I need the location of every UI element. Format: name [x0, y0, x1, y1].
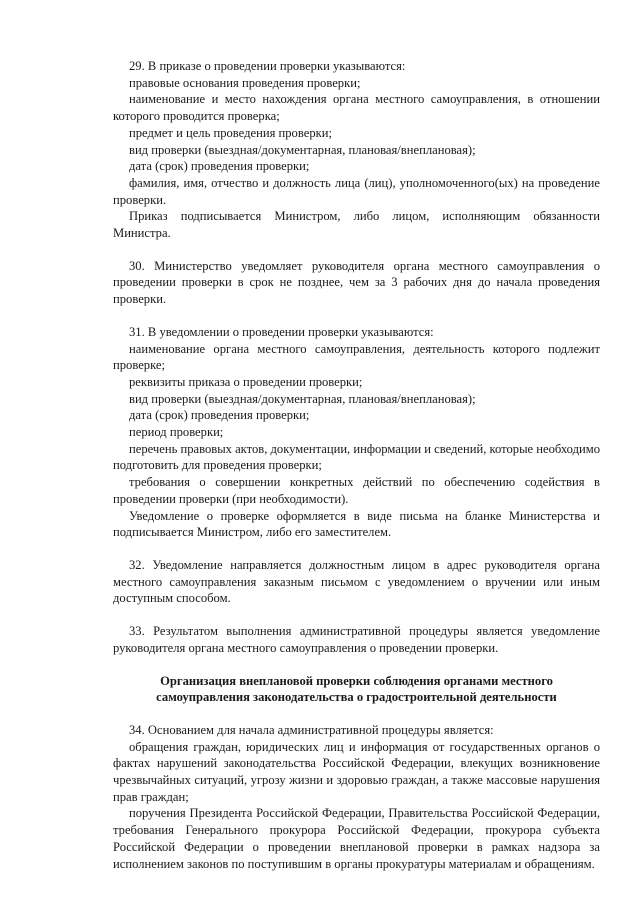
paragraph-31-note: Уведомление о проверке оформляется в виде письма на бланке Министерства и подписывается Министром, либо его заместителем. [113, 508, 600, 540]
spacer [113, 541, 600, 557]
document-page [113, 58, 600, 872]
paragraph-29-intro: 29. В приказе о проведении проверки указываются: [129, 59, 406, 73]
paragraph-34-intro: 34. Основанием для начала административной процедуры является: [129, 722, 494, 737]
list-item: обращения граждан, юридических лиц и информация от государственных органов о фактах нарушений законодательства Российской Федерации, влекущих возникновение чрезвычайных ситуаций, угрозу жизни и здоровью граждан, а также массовые нарушения прав граждан; [113, 739, 600, 804]
list-item: требования о совершении конкретных действий по обеспечению содействия в проведении проверки (при необходимости). [113, 475, 600, 506]
list-item: дата (срок) проведения проверки; [129, 408, 310, 423]
list-item: перечень правовых актов, документации, информации и сведений, которые необходимо подготовить для проведения проверки; [113, 441, 600, 473]
list-item: дата (срок) проведения проверки; [129, 159, 310, 174]
list-item: наименование и место нахождения органа местного самоуправления, в отношении которого проводится проверка; [113, 92, 600, 124]
paragraph-31-intro: 31. В уведомлении о проведении проверки указываются: [129, 324, 434, 339]
spacer [113, 657, 600, 673]
list-item: фамилия, имя, отчество и должность лица (лиц), уполномоченного(ых) на проведение проверки. [113, 175, 600, 207]
spacer [113, 607, 600, 623]
spacer [113, 242, 600, 258]
list-item: вид проверки (выездная/документарная, плановая/внеплановая); [129, 142, 476, 157]
list-item: наименование органа местного самоуправления, деятельность которого подлежит проверке; [113, 341, 600, 373]
section-heading: Организация внеплановой проверки соблюдения органами местного самоуправления законодательства о градостроительной деятельности [156, 673, 557, 705]
paragraph-29-signature: Приказ подписывается Министром, либо лицом, исполняющим обязанности Министра. [113, 209, 600, 241]
spacer [113, 706, 600, 722]
paragraph-32: 32. Уведомление направляется должностным лицом в адрес руководителя органа местного самоуправления заказным письмом с уведомлением о вручении или иным доступным способом. [113, 557, 600, 606]
paragraph-30: 30. Министерство уведомляет руководителя органа местного самоуправления о проведении проверки в срок не позднее, чем за 3 рабочих дня до начала проведения проверки. [113, 258, 600, 307]
paragraph-33: 33. Результатом выполнения административной процедуры является уведомление руководителя органа местного самоуправления о проведении проверки. [113, 624, 600, 655]
list-item: вид проверки (выездная/документарная, плановая/внеплановая); [129, 391, 476, 406]
list-item: поручения Президента Российской Федерации, Правительства Российской Федерации, требования Генерального прокурора Российской Федерации, прокурора субъекта Российской Федерации о проведении внеплановой проверки в рамках надзора за исполнением законов по поступившим в органы прокуратуры материалам и обращениям. [113, 806, 600, 871]
list-item: предмет и цель проведения проверки; [129, 125, 332, 140]
list-item: правовые основания проведения проверки; [129, 75, 361, 90]
list-item: реквизиты приказа о проведении проверки; [129, 374, 363, 389]
spacer [113, 308, 600, 324]
list-item: период проверки; [129, 425, 224, 440]
